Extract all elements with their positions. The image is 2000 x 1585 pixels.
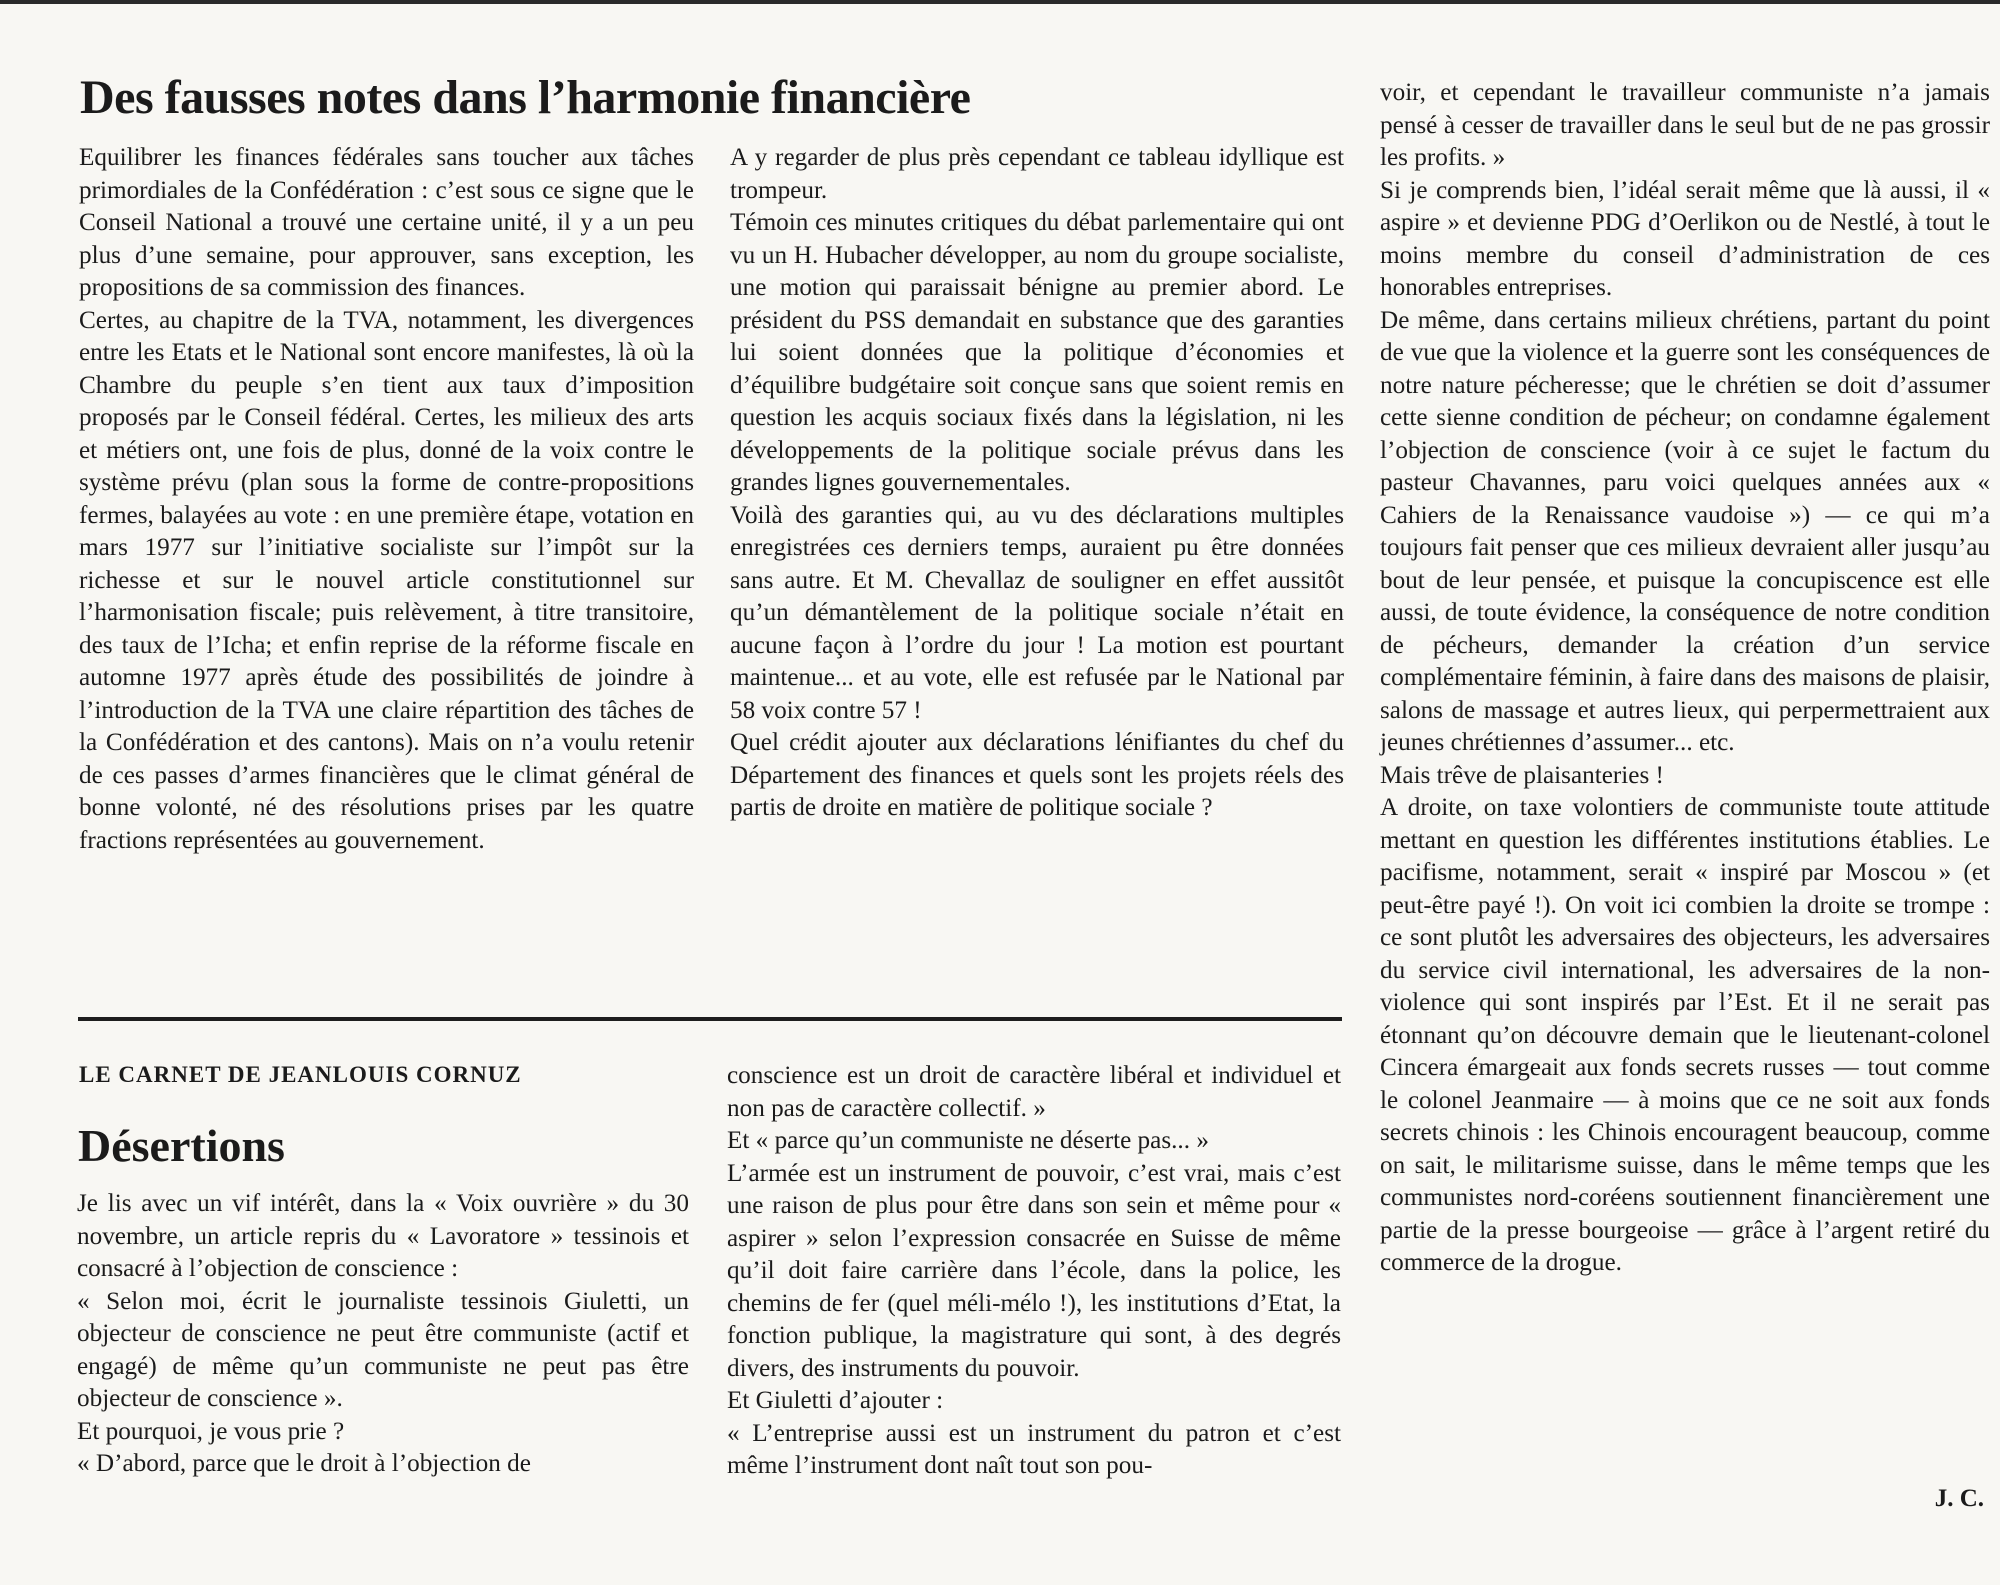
article-1-title: Des fausses notes dans l’harmonie financière: [80, 71, 971, 124]
article-2-column-2: [727, 1060, 1341, 1483]
paragraph: « L’entreprise aussi est un instrument du patron et c’est même l’instrument dont naît tout son pou-: [727, 1419, 1341, 1479]
article-2-title: Désertions: [78, 1120, 285, 1171]
section-divider: [78, 1017, 1342, 1021]
paragraph: Et Giuletti d’ajouter :: [727, 1387, 944, 1414]
article-2-column-1: [77, 1188, 689, 1481]
paragraph: Je lis avec un vif intérêt, dans la « Voix ouvrière » du 30 novembre, un article repris du « Lavoratore » tessinois et consacré à l’objection de conscience :: [77, 1190, 689, 1282]
author-signature: J. C.: [1934, 1485, 1984, 1512]
paragraph: voir, et cependant le travailleur communiste n’a jamais pensé à cesser de travailler dans le seul but de ne pas grossir les profits. »: [1380, 79, 1990, 171]
paragraph: « D’abord, parce que le droit à l’objection de: [77, 1450, 531, 1477]
paragraph: Si je comprends bien, l’idéal serait même que là aussi, il « aspire » et devienne PDG d’Oerlikon ou de Nestlé, à tout le moins membre du conseil d’administration de ces honorables entreprises.: [1380, 176, 1990, 301]
paragraph: conscience est un droit de caractère libéral et individuel et non pas de caractère collectif. »: [727, 1062, 1341, 1122]
article-1-column-1: [79, 142, 694, 857]
paragraph: L’armée est un instrument de pouvoir, c’est vrai, mais c’est une raison de plus pour être dans son sein et même pour « aspirer » selon l’expression consacrée en Suisse de même qu’il doit faire carrière dans l’école, dans la police, les chemins de fer (quel méli-mélo !), les institutions d’Etat, la fonction publique, la magistrature qui sont, à des degrés divers, des instruments du pouvoir.: [727, 1159, 1341, 1382]
paragraph: Et « parce qu’un communiste ne déserte pas... »: [727, 1127, 1209, 1154]
top-border: [0, 0, 2000, 4]
paragraph: De même, dans certains milieux chrétiens, partant du point de vue que la violence et la guerre sont les conséquences de notre nature pécheresse; que le chrétien se doit d’assumer cette sienne condition de pécheur; on condamne également l’objection de conscience (voir à ce sujet le factum du pasteur Chavannes, paru voici quelques années aux « Cahiers de la Renaissance vaudoise ») — ce qui m’a toujours fait penser que ces milieux devraient aller jusqu’au bout de leur pensée, et puisque la concupiscence est elle aussi, de toute évidence, la conséquence de notre condition de pécheurs, demander la création d’un service complémentaire féminin, à faire dans des maisons de plaisir, salons de massage et autres lieux, qui perpermettraient aux jeunes chrétiennes d’assumer... etc.: [1380, 306, 1990, 756]
article-2-column-3: [1380, 77, 1990, 1280]
paragraph: Voilà des garanties qui, au vu des déclarations multiples enregistrées ces derniers temps, auraient pu être données sans autre. Et M. Chevallaz de souligner en effet aussitôt qu’un démantèlement de la politique sociale n’était en aucune façon à l’ordre du jour ! La motion est pourtant maintenue... et au vote, elle est refusée par le National par 58 voix contre 57 !: [730, 501, 1344, 724]
paragraph: Equilibrer les finances fédérales sans toucher aux tâches primordiales de la Confédération : c’est sous ce signe que le Conseil National a trouvé une certaine unité, il y a un peu plus d’une semaine, pour approuver, sans exception, les propositions de sa commission des finances.: [79, 144, 694, 301]
article-2-kicker: LE CARNET DE JEANLOUIS CORNUZ: [79, 1062, 522, 1087]
paragraph: Quel crédit ajouter aux déclarations lénifiantes du chef du Département des finances et quels sont les projets réels des partis de droite en matière de politique sociale ?: [730, 729, 1344, 821]
paragraph: A droite, on taxe volontiers de communiste toute attitude mettant en question les différentes institutions établies. Le pacifisme, notamment, serait « inspiré par Moscou » (et peut-être payé !). On voit ici combien la droite se trompe : ce sont plutôt les adversaires des objecteurs, les adversaires du service civil international, les adversaires de la non-violence qui sont inspirés par l’Est. Et il ne serait pas étonnant qu’on découvre demain que le lieutenant-colonel Cincera émargeait aux fonds secrets russes — tout comme le colonel Jeanmaire — à moins que ce ne soit aux fonds secrets chinois : les Chinois encouragent beaucoup, comme on sait, le militarisme suisse, dans le même temps que les communistes nord-coréens soutiennent financièrement une partie de la presse bourgeoise — grâce à l’argent retiré du commerce de la drogue.: [1380, 794, 1990, 1276]
paragraph: Certes, au chapitre de la TVA, notamment, les divergences entre les Etats et le National sont encore manifestes, là où la Chambre du peuple s’en tient aux taux d’imposition proposés par le Conseil fédéral. Certes, les milieux des arts et métiers ont, une fois de plus, donné de la voix contre le système prévu (plan sous la forme de contre-propositions fermes, balayées au vote : en une première étape, votation en mars 1977 sur l’initiative socialiste sur l’impôt sur la richesse et sur le nouvel article constitutionnel sur l’harmonisation fiscale; puis relèvement, à titre transitoire, des taux de l’Icha; et enfin reprise de la réforme fiscale en automne 1977 après étude des possibilités de joindre à l’introduction de la TVA une claire répartition des tâches de la Confédération et des cantons). Mais on n’a voulu retenir de ces passes d’armes financières que le climat général de bonne volonté, né des résolutions prises par les quatre fractions représentées au gouvernement.: [79, 306, 694, 854]
paragraph: A y regarder de plus près cependant ce tableau idyllique est trompeur.: [730, 144, 1344, 204]
paragraph: « Selon moi, écrit le journaliste tessinois Giuletti, un objecteur de conscience ne peut être communiste (actif et engagé) de même qu’un communiste ne peut pas être objecteur de conscience ».: [77, 1287, 689, 1412]
paragraph: Témoin ces minutes critiques du débat parlementaire qui ont vu un H. Hubacher développer, au nom du groupe socialiste, une motion qui paraissait bénigne au premier abord. Le président du PSS demandait en substance que des garanties lui soient données que la politique d’économies et d’équilibre budgétaire soit conçue sans que soient remis en question les acquis sociaux fixés dans la législation, ni les développements de la politique sociale prévus dans les grandes lignes gouvernementales.: [730, 209, 1344, 496]
paragraph: Mais trêve de plaisanteries !: [1380, 761, 1664, 789]
article-1-column-2: [730, 142, 1344, 825]
paragraph: Et pourquoi, je vous prie ?: [77, 1417, 345, 1445]
